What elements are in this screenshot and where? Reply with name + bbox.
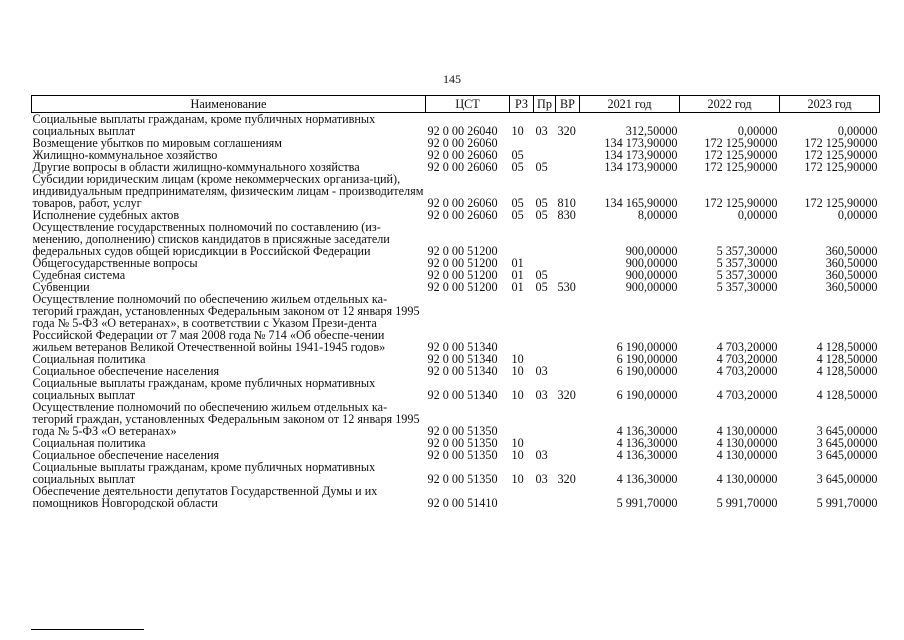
row-2023: 360,50000	[825, 280, 878, 294]
row-2023: 360,50000	[825, 256, 878, 270]
row-vr	[556, 401, 580, 437]
header-vr: ВР	[556, 96, 580, 113]
row-vr: 830	[557, 208, 576, 222]
row-2023: 4 128,50000	[816, 340, 878, 354]
row-vr	[556, 485, 580, 509]
table-row	[32, 401, 880, 437]
header-2022: 2022 год	[680, 96, 780, 113]
row-pr: 03	[535, 472, 548, 486]
row-rz: 01	[511, 256, 524, 270]
row-vr: 320	[557, 472, 576, 486]
row-name: Возмещение убытков по мировым соглашениям	[32, 136, 282, 150]
row-2021: 4 136,30000	[616, 448, 678, 462]
row-rz: 10	[511, 448, 524, 462]
row-2023: 360,50000	[825, 268, 878, 282]
row-rz: 10	[511, 352, 524, 366]
row-name: Осуществление государственных полномочий по составлению (из-менению, дополнению) списков кандидатов в присяжные заседатели федеральных судов общей юрисдикции в Российской Федерации	[32, 220, 390, 258]
row-2022: 0,00000	[737, 124, 778, 138]
row-2023: 4 128,50000	[816, 352, 878, 366]
row-cst: 92 0 00 26060	[427, 208, 498, 222]
row-cst: 92 0 00 51340	[427, 352, 498, 366]
row-2022: 172 125,90000	[704, 136, 778, 150]
row-name: Другие вопросы в области жилищно-коммунального хозяйства	[32, 160, 360, 174]
header-name: Наименование	[32, 96, 426, 113]
row-name: Социальные выплаты гражданам, кроме публичных нормативных социальных выплат	[32, 460, 376, 486]
table-row	[32, 173, 880, 209]
row-name: Социальное обеспечение населения	[32, 364, 220, 378]
row-name: Судебная система	[32, 268, 126, 282]
row-2022: 4 130,00000	[716, 472, 778, 486]
row-2022: 5 357,30000	[716, 268, 778, 282]
row-vr	[556, 353, 580, 365]
table-row	[32, 113, 880, 138]
row-2022: 172 125,90000	[704, 196, 778, 210]
row-pr	[534, 401, 556, 437]
row-2021: 134 173,90000	[604, 160, 678, 174]
row-2021: 6 190,00000	[616, 364, 678, 378]
row-2021: 4 136,30000	[616, 472, 678, 486]
row-2022: 5 357,30000	[716, 256, 778, 270]
row-vr	[556, 449, 580, 461]
row-pr	[534, 293, 556, 353]
row-cst: 92 0 00 26060	[427, 136, 498, 150]
row-2022: 4 703,20000	[716, 364, 778, 378]
row-cst: 92 0 00 51340	[427, 364, 498, 378]
row-2023: 5 991,70000	[816, 496, 878, 510]
row-name: Осуществление полномочий по обеспечению жильем отдельных ка-тегорий граждан, установленных Федеральным законом от 12 января 1995 года № 5-ФЗ «О ветеранах»	[32, 400, 420, 438]
table-row	[32, 221, 880, 257]
row-rz: 10	[511, 436, 524, 450]
row-2023: 172 125,90000	[804, 148, 878, 162]
row-name: Субвенции	[32, 280, 90, 294]
row-pr: 03	[535, 364, 548, 378]
row-2022: 4 130,00000	[716, 436, 778, 450]
row-vr	[556, 293, 580, 353]
header-pr: Пр	[534, 96, 556, 113]
row-2023: 4 128,50000	[816, 364, 878, 378]
row-rz	[510, 485, 534, 509]
row-2021: 8,00000	[637, 208, 678, 222]
row-2022: 0,00000	[737, 208, 778, 222]
row-2021: 134 173,90000	[604, 148, 678, 162]
row-2021: 312,50000	[625, 124, 678, 138]
row-vr: 320	[557, 388, 576, 402]
row-vr	[556, 257, 580, 269]
row-2022: 172 125,90000	[704, 160, 778, 174]
row-cst: 92 0 00 51200	[427, 280, 498, 294]
row-rz: 01	[511, 280, 524, 294]
row-2023: 3 645,00000	[816, 436, 878, 450]
row-2022: 4 130,00000	[716, 424, 778, 438]
row-vr	[556, 221, 580, 257]
row-rz	[510, 221, 534, 257]
row-2021: 134 165,90000	[604, 196, 678, 210]
row-pr: 05	[535, 268, 548, 282]
header-rz: РЗ	[510, 96, 534, 113]
row-2023: 172 125,90000	[804, 136, 878, 150]
row-2022: 4 703,20000	[716, 352, 778, 366]
row-cst: 92 0 00 26060	[427, 160, 498, 174]
row-name: Обеспечение деятельности депутатов Государственной Думы и их помощников Новгородской области	[32, 484, 378, 510]
row-2023: 4 128,50000	[816, 388, 878, 402]
row-cst: 92 0 00 51350	[427, 448, 498, 462]
table-row	[32, 485, 880, 509]
row-vr	[556, 149, 580, 161]
row-cst: 92 0 00 51200	[427, 268, 498, 282]
row-cst: 92 0 00 26040	[427, 124, 498, 138]
table-body	[32, 113, 880, 510]
header-2023: 2023 год	[780, 96, 880, 113]
row-pr	[534, 221, 556, 257]
header-2021: 2021 год	[580, 96, 680, 113]
row-rz: 05	[511, 208, 524, 222]
row-2021: 134 173,90000	[604, 136, 678, 150]
row-2021: 5 991,70000	[616, 496, 678, 510]
row-2023: 3 645,00000	[816, 472, 878, 486]
row-pr	[534, 485, 556, 509]
row-name: Социальная политика	[32, 352, 146, 366]
row-name: Социальные выплаты гражданам, кроме публичных нормативных социальных выплат	[32, 376, 376, 402]
row-2022: 5 357,30000	[716, 244, 778, 258]
row-name: Социальная политика	[32, 436, 146, 450]
row-rz: 01	[511, 268, 524, 282]
row-cst: 92 0 00 26060	[427, 148, 498, 162]
page-number: 145	[443, 72, 461, 86]
row-rz	[510, 401, 534, 437]
row-pr	[534, 137, 556, 149]
budget-table	[31, 95, 880, 509]
row-rz	[510, 293, 534, 353]
row-pr: 03	[535, 388, 548, 402]
row-2021: 900,00000	[625, 280, 678, 294]
row-pr: 03	[535, 448, 548, 462]
row-rz: 05	[511, 160, 524, 174]
row-2022: 5 357,30000	[716, 280, 778, 294]
footnote-divider	[31, 629, 144, 630]
row-2022: 4 703,20000	[716, 340, 778, 354]
row-cst: 92 0 00 51350	[427, 424, 498, 438]
row-2023: 172 125,90000	[804, 160, 878, 174]
row-pr: 05	[535, 280, 548, 294]
row-rz: 10	[511, 388, 524, 402]
row-name: Жилищно-коммунальное хозяйство	[32, 148, 218, 162]
table-row	[32, 293, 880, 353]
row-rz: 10	[511, 124, 524, 138]
row-2021: 6 190,00000	[616, 388, 678, 402]
row-2022: 5 991,70000	[716, 496, 778, 510]
row-2021: 6 190,00000	[616, 352, 678, 366]
row-rz: 05	[511, 148, 524, 162]
row-name: Исполнение судебных актов	[32, 208, 180, 222]
row-name: Социальные выплаты гражданам, кроме публичных нормативных социальных выплат	[32, 112, 376, 138]
row-2021: 900,00000	[625, 244, 678, 258]
row-2022: 172 125,90000	[704, 148, 778, 162]
row-2023: 0,00000	[837, 124, 878, 138]
row-rz: 10	[511, 364, 524, 378]
row-2021: 4 136,30000	[616, 424, 678, 438]
row-cst: 92 0 00 51340	[427, 388, 498, 402]
row-2022: 4 130,00000	[716, 448, 778, 462]
row-vr: 810	[557, 196, 576, 210]
row-2021: 4 136,30000	[616, 436, 678, 450]
row-2023: 172 125,90000	[804, 196, 878, 210]
row-vr	[556, 437, 580, 449]
row-cst: 92 0 00 51340	[427, 340, 498, 354]
row-2021: 900,00000	[625, 268, 678, 282]
header-cst: ЦСТ	[426, 96, 510, 113]
row-2021: 6 190,00000	[616, 340, 678, 354]
row-vr	[556, 137, 580, 149]
row-pr: 05	[535, 196, 548, 210]
row-cst: 92 0 00 51200	[427, 256, 498, 270]
row-2023: 3 645,00000	[816, 448, 878, 462]
table-row	[32, 461, 880, 485]
row-2022: 4 703,20000	[716, 388, 778, 402]
row-name: Социальное обеспечение населения	[32, 448, 220, 462]
row-cst: 92 0 00 51350	[427, 472, 498, 486]
row-2023: 360,50000	[825, 244, 878, 258]
table-row	[32, 377, 880, 401]
row-vr	[556, 161, 580, 173]
row-name: Общегосударственные вопросы	[32, 256, 198, 270]
table-header-row	[32, 96, 880, 113]
row-2023: 0,00000	[837, 208, 878, 222]
row-cst: 92 0 00 26060	[427, 196, 498, 210]
row-2023: 3 645,00000	[816, 424, 878, 438]
row-pr: 05	[535, 208, 548, 222]
row-rz: 10	[511, 472, 524, 486]
row-cst: 92 0 00 51200	[427, 244, 498, 258]
row-name: Осуществление полномочий по обеспечению жильем отдельных ка-тегорий граждан, установленных Федеральным законом от 12 января 1995 года № 5-ФЗ «О ветеранах», в соответствии с Указом Прези-дента Российской Федерации от 7 мая 2008 года № 714 «Об обеспе-чении жильем ветеранов Великой Отечественной войны 1941-1945 годов»	[32, 292, 420, 354]
row-vr: 320	[557, 124, 576, 138]
row-vr: 530	[557, 280, 576, 294]
row-2021: 900,00000	[625, 256, 678, 270]
row-pr: 03	[535, 124, 548, 138]
row-cst: 92 0 00 51410	[427, 496, 498, 510]
row-rz: 05	[511, 196, 524, 210]
row-vr	[556, 365, 580, 377]
row-cst: 92 0 00 51350	[427, 436, 498, 450]
row-name: Субсидии юридическим лицам (кроме некоммерческих организа-ций), индивидуальным предпринимателям, физическим лицам - производителям товаров, работ, услуг	[32, 172, 424, 210]
row-pr: 05	[535, 160, 548, 174]
